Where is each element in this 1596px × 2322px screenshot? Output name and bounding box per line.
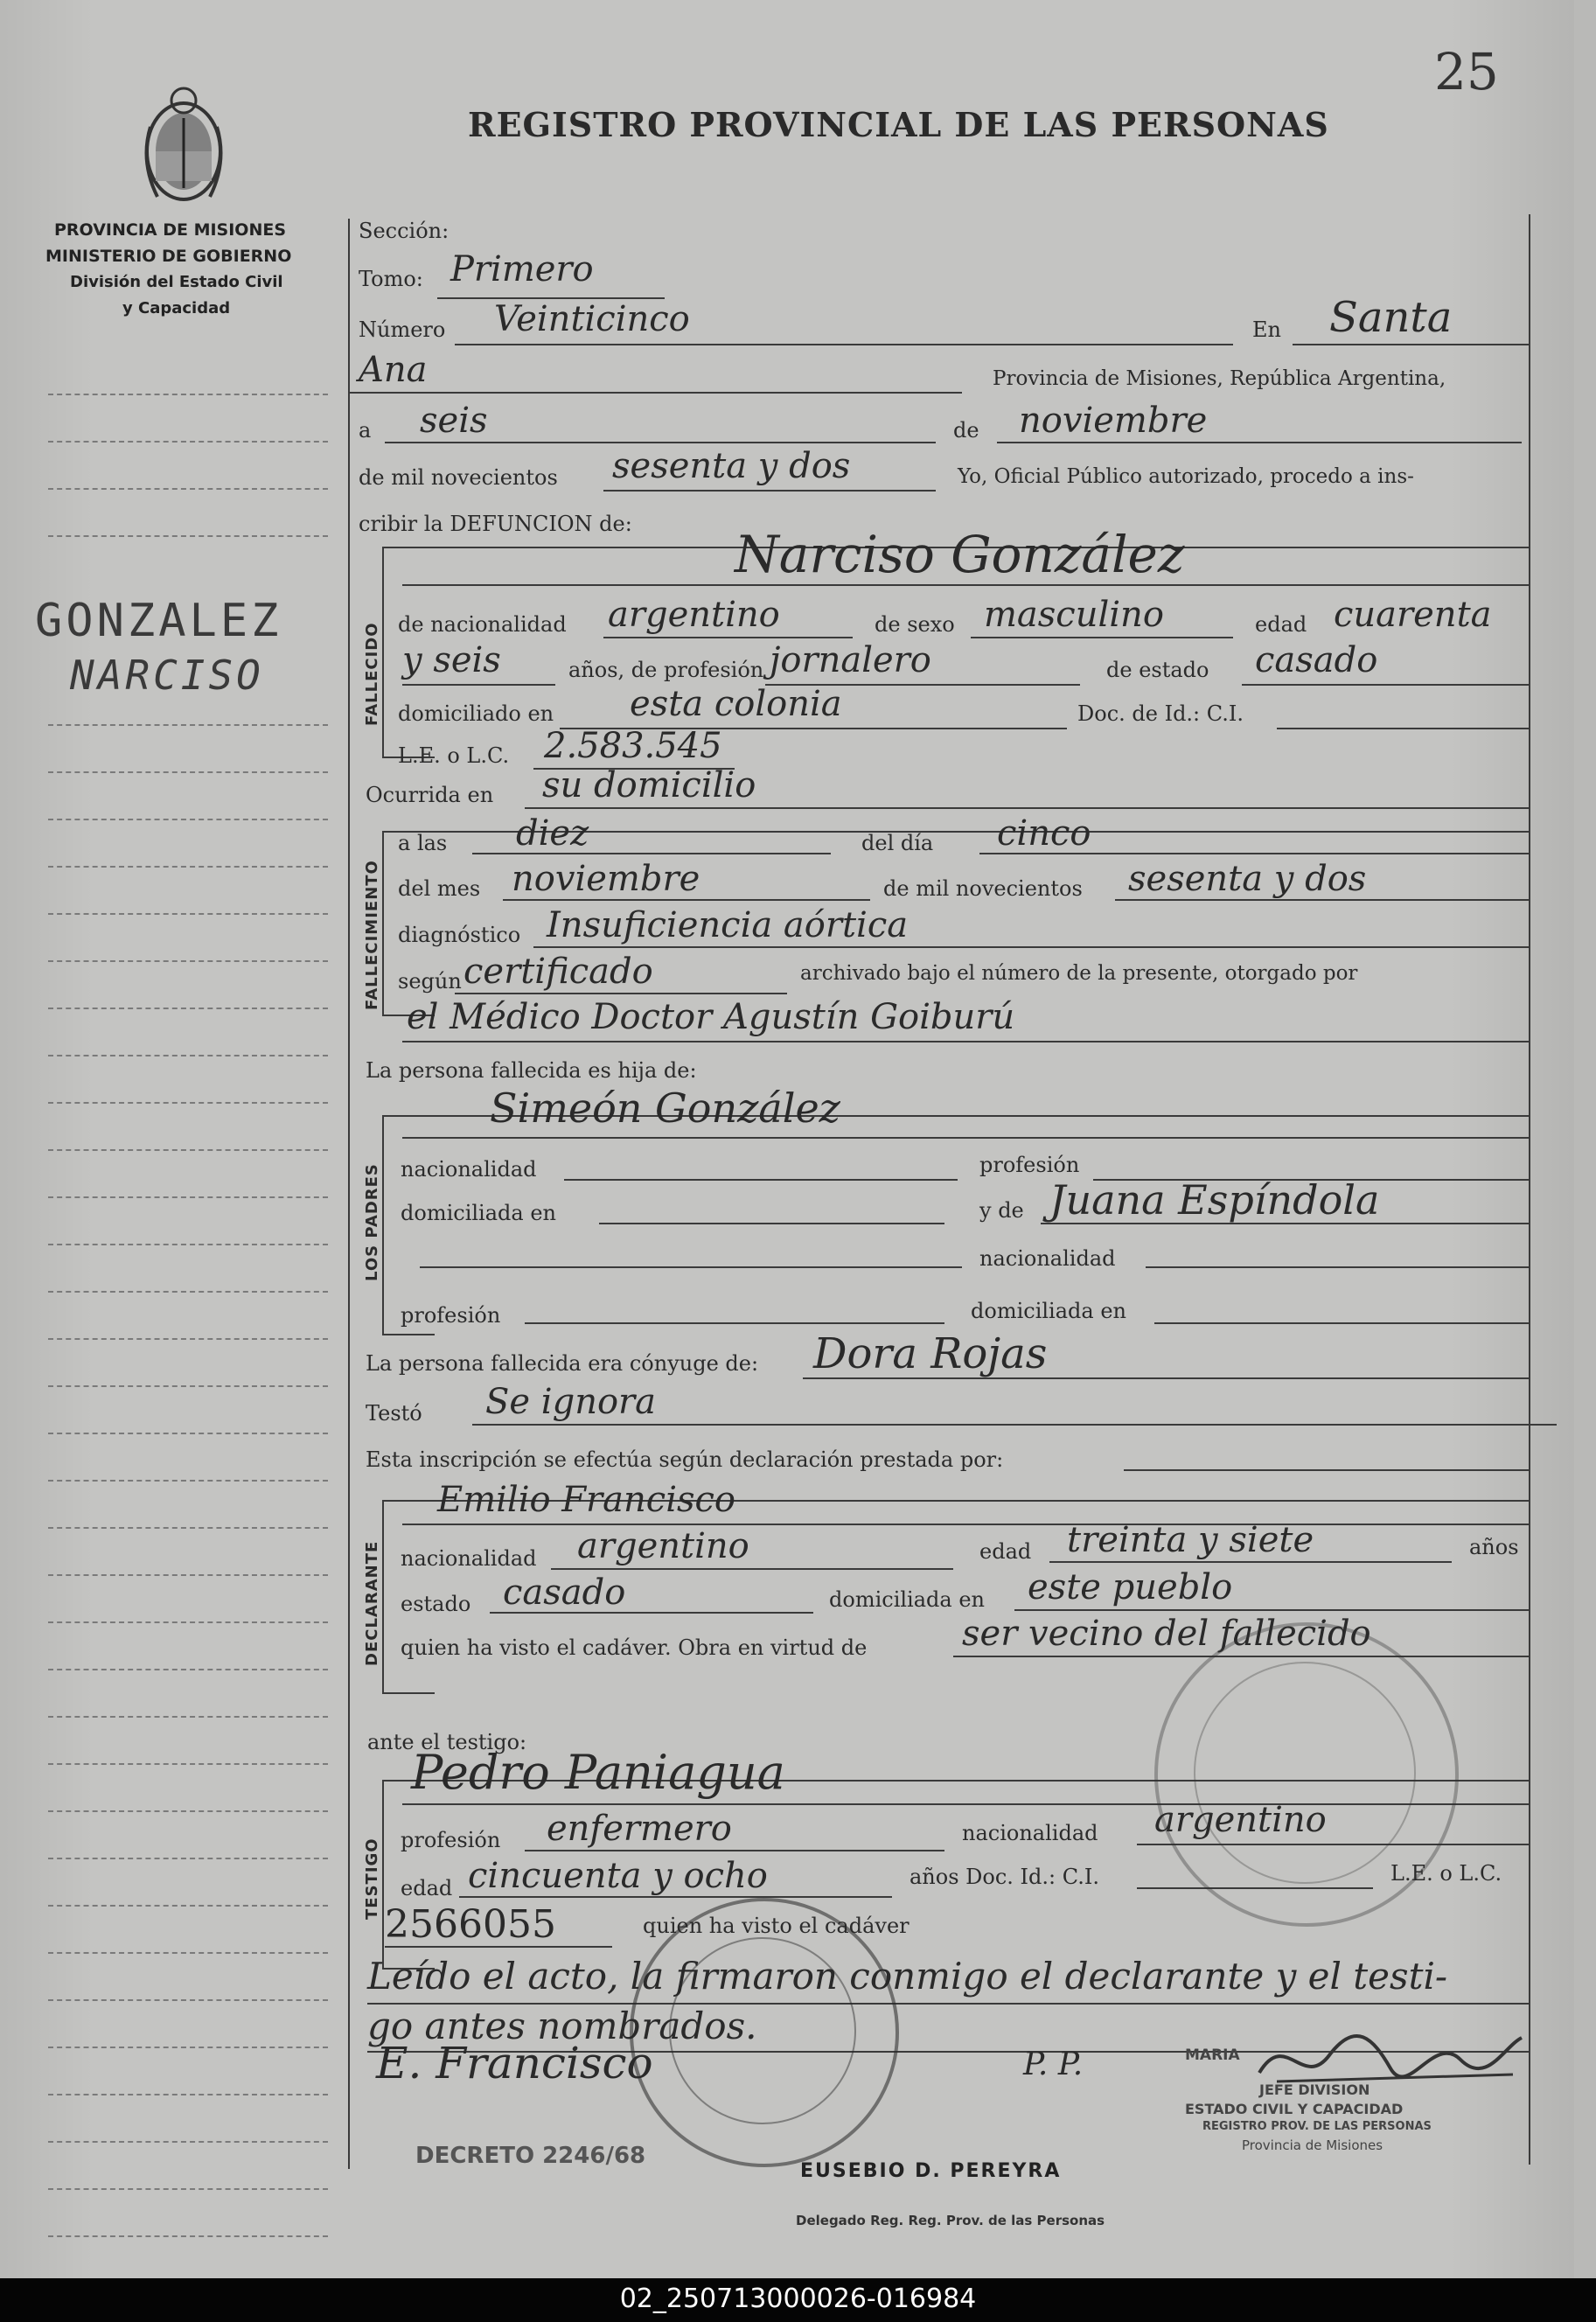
margin-rule [48, 1338, 328, 1340]
page-title: REGISTRO PROVINCIAL DE LAS PERSONAS [468, 105, 1329, 144]
value-le: 2.583.545 [544, 726, 722, 766]
label-tomo: Tomo: [359, 267, 423, 291]
value-sexo: masculino [984, 595, 1164, 635]
value-decl-edad: treinta y siete [1067, 1520, 1314, 1560]
value-decl-nacionalidad: argentino [577, 1526, 749, 1566]
rule-nacionalidad [603, 637, 853, 638]
label-hija-de: La persona fallecida es hija de: [366, 1058, 697, 1083]
rule-decl-edad [1049, 1561, 1452, 1563]
margin-rule [48, 1480, 328, 1482]
label-de: de [953, 418, 979, 443]
section-label-padres: LOS PADRES [363, 1163, 381, 1281]
rule-mes [997, 442, 1522, 443]
margin-rule [48, 2141, 328, 2143]
margin-rule [48, 1527, 328, 1529]
rule-inscripcion [1124, 1469, 1529, 1471]
fallecimiento-box-rule [382, 831, 384, 1015]
label-decl-domiciliada: domiciliada en [829, 1587, 985, 1612]
padres-box-bottom [382, 1334, 435, 1335]
value-test-nacionalidad: argentino [1154, 1800, 1327, 1840]
value-testigo: Pedro Paniagua [411, 1745, 785, 1800]
signature-declarante: E. Francisco [376, 2038, 653, 2088]
margin-rule [48, 1905, 328, 1907]
margin-rule [48, 1621, 328, 1623]
form-left-rule [348, 219, 350, 2169]
label-madre-domiciliada: domiciliada en [971, 1299, 1126, 1323]
margin-rule [48, 771, 328, 773]
org-line-3: División del Estado Civil [70, 273, 283, 291]
rule-test-edad [459, 1896, 892, 1898]
value-ano: sesenta y dos [612, 446, 851, 486]
value-mes-fallecimiento: noviembre [512, 859, 700, 899]
value-dia: seis [420, 401, 488, 441]
label-edad: edad [1255, 612, 1307, 637]
testigo-box-rule [382, 1780, 384, 1968]
rule-estado [1242, 684, 1529, 686]
section-label-fallecimiento: FALLECIMIENTO [363, 860, 381, 1010]
label-visto-cadaver: quien ha visto el cadáver. Obra en virtud de [401, 1635, 868, 1660]
margin-rule [48, 1385, 328, 1387]
rule-declarante [402, 1524, 1529, 1525]
right-stamp-line-1: MARIA [1185, 2047, 1240, 2064]
margin-rule [48, 488, 328, 490]
margin-rule [48, 1952, 328, 1954]
margin-rule [48, 394, 328, 395]
margin-rule [48, 535, 328, 537]
margin-rule [48, 913, 328, 915]
value-dia-fallecimiento: cinco [997, 813, 1091, 854]
rule-padre-nacionalidad [564, 1179, 958, 1181]
label-y-de: y de [979, 1198, 1024, 1223]
label-en: En [1252, 317, 1281, 342]
margin-rule [48, 1574, 328, 1576]
rule-numero [455, 344, 1233, 345]
value-declarante: Emilio Francisco [437, 1480, 735, 1520]
right-stamp-line-2: JEFE DIVISION [1259, 2081, 1370, 2098]
label-decl-estado: estado [401, 1592, 471, 1616]
label-de-mil: de mil novecientos [359, 465, 558, 490]
margin-rule [48, 1291, 328, 1293]
rule-medico [402, 1041, 1529, 1042]
margin-rule [48, 2094, 328, 2095]
margin-rule [48, 441, 328, 443]
padres-box-rule [382, 1115, 384, 1334]
declarante-box-bottom [382, 1692, 435, 1694]
margin-rule [48, 1763, 328, 1765]
margin-rule [48, 1196, 328, 1198]
label-archivado: archivado bajo el número de la presente, otorgado por [800, 962, 1358, 985]
label-test-nacionalidad: nacionalidad [962, 1821, 1098, 1845]
value-test-profesion: enfermero [547, 1809, 732, 1849]
rule-en [1293, 344, 1529, 345]
rule-sexo [971, 637, 1233, 638]
official-seal-bottom-inner [669, 1937, 856, 2124]
label-de-nacionalidad: de nacionalidad [398, 612, 567, 637]
rule-diagnostico [533, 946, 1529, 948]
right-stamp-line-3: ESTADO CIVIL Y CAPACIDAD [1185, 2101, 1404, 2117]
coat-of-arms-icon [131, 74, 236, 214]
rule-edad [402, 684, 555, 686]
value-padre: Simeón González [490, 1084, 840, 1132]
margin-rule [48, 1669, 328, 1670]
value-mes: noviembre [1019, 401, 1208, 441]
rule-madre [1041, 1223, 1529, 1224]
rule-segun [455, 993, 787, 994]
rule-mes-fallecimiento [503, 899, 870, 901]
margin-rule [48, 1244, 328, 1245]
rule-madre-profesion [525, 1322, 944, 1324]
right-stamp-line-5: Provincia de Misiones [1242, 2137, 1383, 2153]
official-name-stamp: EUSEBIO D. PEREYRA [800, 2160, 1062, 2182]
margin-surname: GONZALEZ [35, 595, 282, 647]
margin-rule [48, 1102, 328, 1104]
value-segun: certificado [463, 952, 653, 992]
label-seccion: Sección: [359, 219, 450, 243]
value-test-edad: cincuenta y ocho [468, 1856, 768, 1896]
rule-decl-domicilio [1014, 1609, 1529, 1611]
value-madre: Juana Espíndola [1049, 1176, 1380, 1224]
label-test-edad: edad [401, 1876, 453, 1900]
org-line-4: y Capacidad [122, 299, 231, 317]
rule-ano-fallecimiento [1115, 899, 1529, 901]
margin-rule [48, 1716, 328, 1718]
label-madre-nacionalidad: nacionalidad [979, 1246, 1116, 1271]
value-edad-part2: y seis [402, 640, 501, 680]
rule-padre-domiciliada [599, 1223, 944, 1224]
label-decl-anos: años [1469, 1535, 1519, 1559]
label-quien-visto: quien ha visto el cadáver [643, 1914, 910, 1938]
label-numero: Número [359, 317, 446, 342]
label-le-o-lc: L.E. o L.C. [1390, 1861, 1502, 1886]
label-madre-profesion: profesión [401, 1303, 501, 1328]
label-ante-testigo: ante el testigo: [367, 1730, 527, 1754]
label-anos-profesion: años, de profesión [568, 658, 764, 682]
org-line-1: PROVINCIA DE MISIONES [54, 220, 287, 240]
value-ocurrida: su domicilio [542, 765, 756, 805]
decree-stamp: DECRETO 2246/68 [415, 2143, 646, 2169]
fallecido-box-rule [382, 547, 384, 757]
value-testo: Se ignora [485, 1382, 656, 1422]
right-stamp-line-4: REGISTRO PROV. DE LAS PERSONAS [1202, 2120, 1432, 2133]
rule-doc-id [1277, 728, 1529, 729]
value-edad-part1: cuarenta [1334, 595, 1492, 635]
footer-id: 02_250713000026-016984 [619, 2284, 977, 2314]
label-de-sexo: de sexo [875, 612, 955, 637]
footer-bar [0, 2278, 1596, 2322]
label-doc-id: Doc. de Id.: C.I. [1077, 701, 1244, 726]
label-decl-nacionalidad: nacionalidad [401, 1546, 537, 1571]
label-de-mil-nov: de mil novecientos [883, 876, 1083, 901]
rule-madre-nacionalidad [1146, 1266, 1529, 1268]
margin-rule [48, 1008, 328, 1009]
margin-rule [48, 1149, 328, 1151]
rule-madre-domiciliada [1154, 1322, 1529, 1324]
official-seal-right-inner [1194, 1662, 1416, 1884]
rule-nombre [402, 584, 1529, 586]
rule-test-profesion [525, 1850, 944, 1851]
label-padre-profesion: profesión [979, 1153, 1080, 1177]
signature-testigo: P. P. [1023, 2047, 1084, 2082]
margin-rule [48, 1810, 328, 1812]
form-right-rule [1529, 214, 1530, 2165]
closing-line-1: Leído el acto, la firmaron conmigo el declarante y el testi- [367, 1955, 1448, 1998]
rule-decl-nacionalidad [551, 1568, 953, 1570]
value-decl-domicilio: este pueblo [1028, 1567, 1233, 1607]
margin-rule [48, 2188, 328, 2190]
rule-ocurrida [525, 807, 1529, 809]
value-profesion: jornalero [770, 640, 931, 680]
value-en-part1: Santa [1329, 293, 1453, 342]
declarante-box-rule [382, 1500, 384, 1692]
value-nombre: Narciso González [735, 525, 1185, 584]
margin-rule [48, 866, 328, 868]
value-estado: casado [1255, 640, 1378, 680]
label-diagnostico: diagnóstico [398, 923, 521, 947]
rule-ana [350, 392, 962, 394]
label-decl-edad: edad [979, 1539, 1032, 1564]
rule-padre [402, 1137, 1529, 1139]
label-del-dia: del día [861, 831, 934, 855]
label-padre-nacionalidad: nacionalidad [401, 1157, 537, 1182]
value-numero: Veinticinco [494, 299, 690, 339]
margin-rule [48, 2047, 328, 2048]
value-test-le: 2566055 [385, 1902, 556, 1947]
value-domicilio: esta colonia [630, 684, 842, 724]
value-conyuge: Dora Rojas [813, 1329, 1048, 1378]
margin-rule [48, 819, 328, 820]
label-yo-oficial: Yo, Oficial Público autorizado, procedo a ins- [958, 465, 1414, 488]
rule-dia-fallecimiento [979, 853, 1529, 854]
label-conyuge: La persona fallecida era cónyuge de: [366, 1351, 759, 1376]
section-label-testigo: TESTIGO [363, 1837, 381, 1920]
rule-madre-blank [420, 1266, 962, 1268]
value-diagnostico: Insuficiencia aórtica [547, 905, 909, 945]
section-label-declarante: DECLARANTE [363, 1540, 381, 1666]
page-number: 25 [1434, 42, 1499, 101]
margin-rule [48, 960, 328, 962]
closing-line-2: go antes nombrados. [367, 2005, 757, 2047]
label-testo: Testó [366, 1401, 422, 1426]
label-a-las: a las [398, 831, 448, 855]
margin-given-name: NARCISO [70, 652, 264, 699]
label-cribir: cribir la DEFUNCION de: [359, 512, 632, 536]
rule-hora [472, 853, 831, 854]
value-tomo: Primero [450, 249, 594, 289]
label-padre-domiciliada: domiciliada en [401, 1201, 556, 1225]
official-role-stamp: Delegado Reg. Reg. Prov. de las Personas [796, 2213, 1105, 2228]
rule-ano [603, 490, 936, 492]
label-test-profesion: profesión [401, 1828, 501, 1852]
margin-rule [48, 1858, 328, 1859]
label-segun: según [398, 969, 462, 994]
value-ano-fallecimiento: sesenta y dos [1128, 859, 1367, 899]
label-a: a [359, 418, 372, 443]
label-anos-doc: años Doc. Id.: C.I. [910, 1865, 1099, 1889]
label-le-lc: L.E. o L.C. [398, 743, 510, 768]
value-decl-estado: casado [503, 1572, 626, 1613]
margin-rule [48, 1999, 328, 2001]
rule-decl-estado [490, 1612, 813, 1614]
margin-rule [48, 1433, 328, 1434]
value-decl-virtud: ser vecino del fallecido [962, 1614, 1371, 1654]
label-domiciliado: domiciliado en [398, 701, 554, 726]
section-label-fallecido: FALLECIDO [363, 622, 381, 726]
label-del-mes: del mes [398, 876, 481, 901]
value-medico: el Médico Doctor Agustín Goiburú [407, 997, 1015, 1037]
margin-rule [48, 724, 328, 726]
rule-testo [472, 1424, 1557, 1426]
label-de-estado: de estado [1106, 658, 1209, 682]
label-inscripcion: Esta inscripción se efectúa según declaración prestada por: [366, 1447, 1004, 1472]
value-nacionalidad: argentino [608, 595, 780, 635]
margin-rule [48, 2235, 328, 2237]
rule-conyuge [803, 1377, 1529, 1379]
rule-test-le [385, 1946, 612, 1948]
label-provincia: Provincia de Misiones, República Argentina, [993, 367, 1446, 390]
rule-dia [385, 442, 936, 443]
org-line-2: MINISTERIO DE GOBIERNO [45, 247, 292, 266]
label-ocurrida: Ocurrida en [366, 783, 494, 807]
value-en-part2: Ana [359, 350, 428, 390]
margin-rule [48, 1055, 328, 1056]
value-hora: diez [516, 813, 589, 854]
